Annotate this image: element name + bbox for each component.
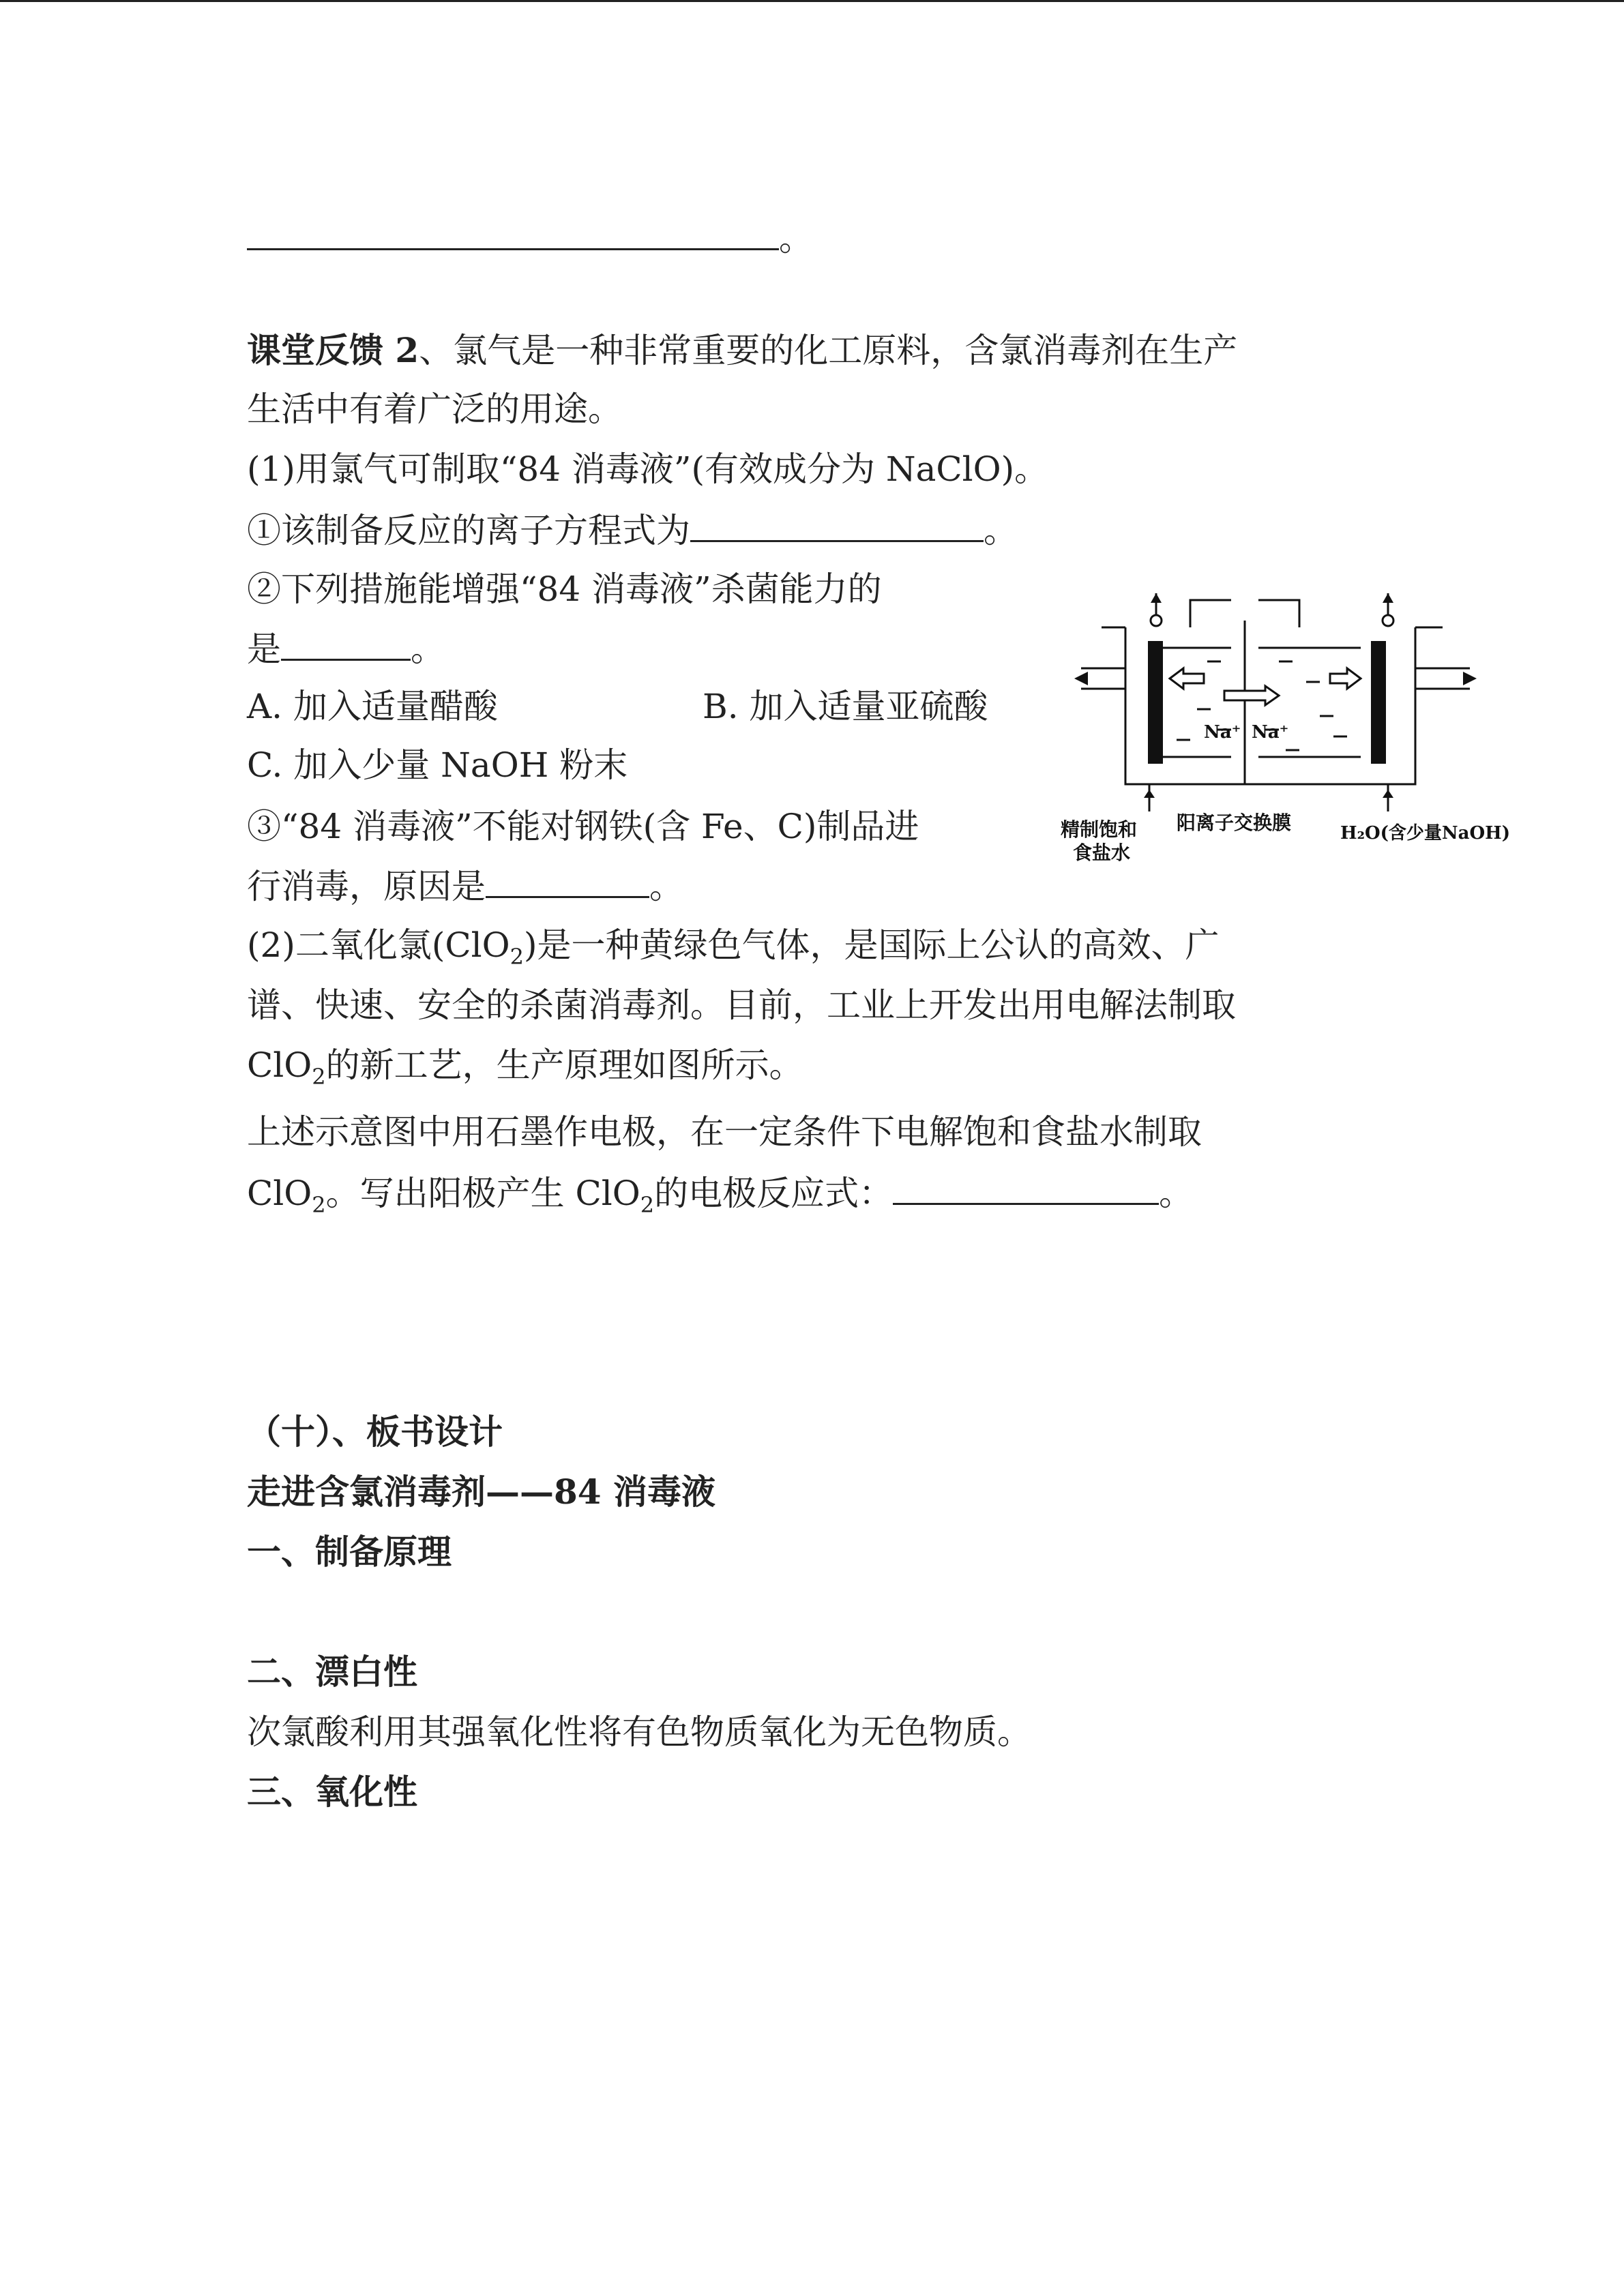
text: )是一种黄绿色气体，是国际上公认的高效、广	[523, 925, 1220, 965]
feedback-label: 课堂反馈 2	[247, 330, 419, 370]
text: 的电极反应式：	[654, 1174, 894, 1213]
text: (2)二氧化氯(ClO	[247, 925, 510, 965]
feedback-intro-line-2: 生活中有着广泛的用途。	[247, 389, 622, 429]
answer-blank[interactable]	[690, 507, 984, 542]
question-1-3-line-2	[247, 863, 683, 908]
question-1-1-text: ①该制备反应的离子方程式为	[247, 511, 690, 550]
answer-blank[interactable]	[247, 215, 779, 250]
answer-blank[interactable]	[893, 1170, 1159, 1205]
option-a[interactable]: A. 加入适量醋酸	[247, 687, 498, 726]
feedback-intro-line-1	[247, 329, 1237, 372]
anode-electrode	[1148, 641, 1163, 764]
right-inlet-label: H₂O(含少量NaOH)	[1340, 823, 1511, 844]
question-2-line-1	[247, 923, 1219, 979]
ion-label-right: Na⁺	[1252, 722, 1289, 743]
punctuation: 。	[984, 511, 1018, 550]
text: ClO	[247, 1174, 312, 1213]
left-inlet-label: 精制饱和	[1061, 818, 1138, 841]
question-1-2-text: 是	[247, 629, 281, 669]
text: ClO	[247, 1045, 312, 1085]
membrane-label: 阳离子交换膜	[1177, 811, 1292, 834]
question-1-2-line-1: ②下列措施能增强“84 消毒液”杀菌能力的	[247, 569, 882, 609]
punctuation: 。	[411, 629, 445, 669]
question-2-line-5	[247, 1170, 1193, 1227]
board-item-3: 三、氧化性	[247, 1772, 417, 1812]
question-2-line-2: 谱、快速、安全的杀菌消毒剂。目前，工业上开发出用电解法制取	[247, 985, 1236, 1025]
question-1-3-line-1: ③“84 消毒液”不能对钢铁(含 Fe、C)制品进	[247, 807, 919, 846]
feedback-intro-text: 、氯气是一种非常重要的化工原料，含氯消毒剂在生产	[419, 331, 1238, 370]
text: 的新工艺，生产原理如图所示。	[325, 1045, 803, 1085]
answer-line-continued	[247, 215, 813, 260]
question-2-line-4: 上述示意图中用石墨作电极，在一定条件下电解饱和食盐水制取	[247, 1112, 1202, 1152]
page-top-border	[0, 0, 1624, 2]
option-b[interactable]: B. 加入适量亚硫酸	[703, 687, 988, 726]
question-1: (1)用氯气可制取“84 消毒液”(有效成分为 NaClO)。	[247, 449, 1049, 489]
board-design-heading: （十）、板书设计	[247, 1412, 503, 1452]
question-1-2-line-2	[247, 626, 445, 671]
subscript: 2	[510, 944, 524, 970]
question-2-line-3	[247, 1043, 803, 1099]
options-row-1	[247, 685, 498, 728]
answer-blank[interactable]	[281, 626, 411, 661]
subscript: 2	[312, 1192, 326, 1218]
ion-label-left: Na⁺	[1204, 722, 1241, 743]
board-item-2-text: 次氯酸利用其强氧化性将有色物质氧化为无色物质。	[247, 1712, 1031, 1752]
left-inlet-label-2: 食盐水	[1073, 841, 1131, 864]
subscript: 2	[640, 1192, 655, 1218]
text: 。写出阳极产生 ClO	[325, 1174, 640, 1213]
question-1-1	[247, 507, 1018, 552]
punctuation: 。	[779, 219, 813, 258]
punctuation: 。	[649, 867, 683, 906]
board-title: 走进含氯消毒剂——84 消毒液	[247, 1472, 715, 1512]
subscript: 2	[312, 1064, 326, 1090]
cathode-electrode	[1371, 641, 1386, 764]
question-1-3-text: 行消毒，原因是	[247, 867, 486, 906]
board-item-2: 二、漂白性	[247, 1652, 417, 1692]
board-item-1: 一、制备原理	[247, 1532, 452, 1572]
option-c[interactable]: C. 加入少量 NaOH 粉末	[247, 745, 628, 785]
electrolysis-cell-diagram	[1061, 593, 1524, 866]
punctuation: 。	[1159, 1174, 1194, 1213]
answer-blank[interactable]	[486, 863, 649, 898]
